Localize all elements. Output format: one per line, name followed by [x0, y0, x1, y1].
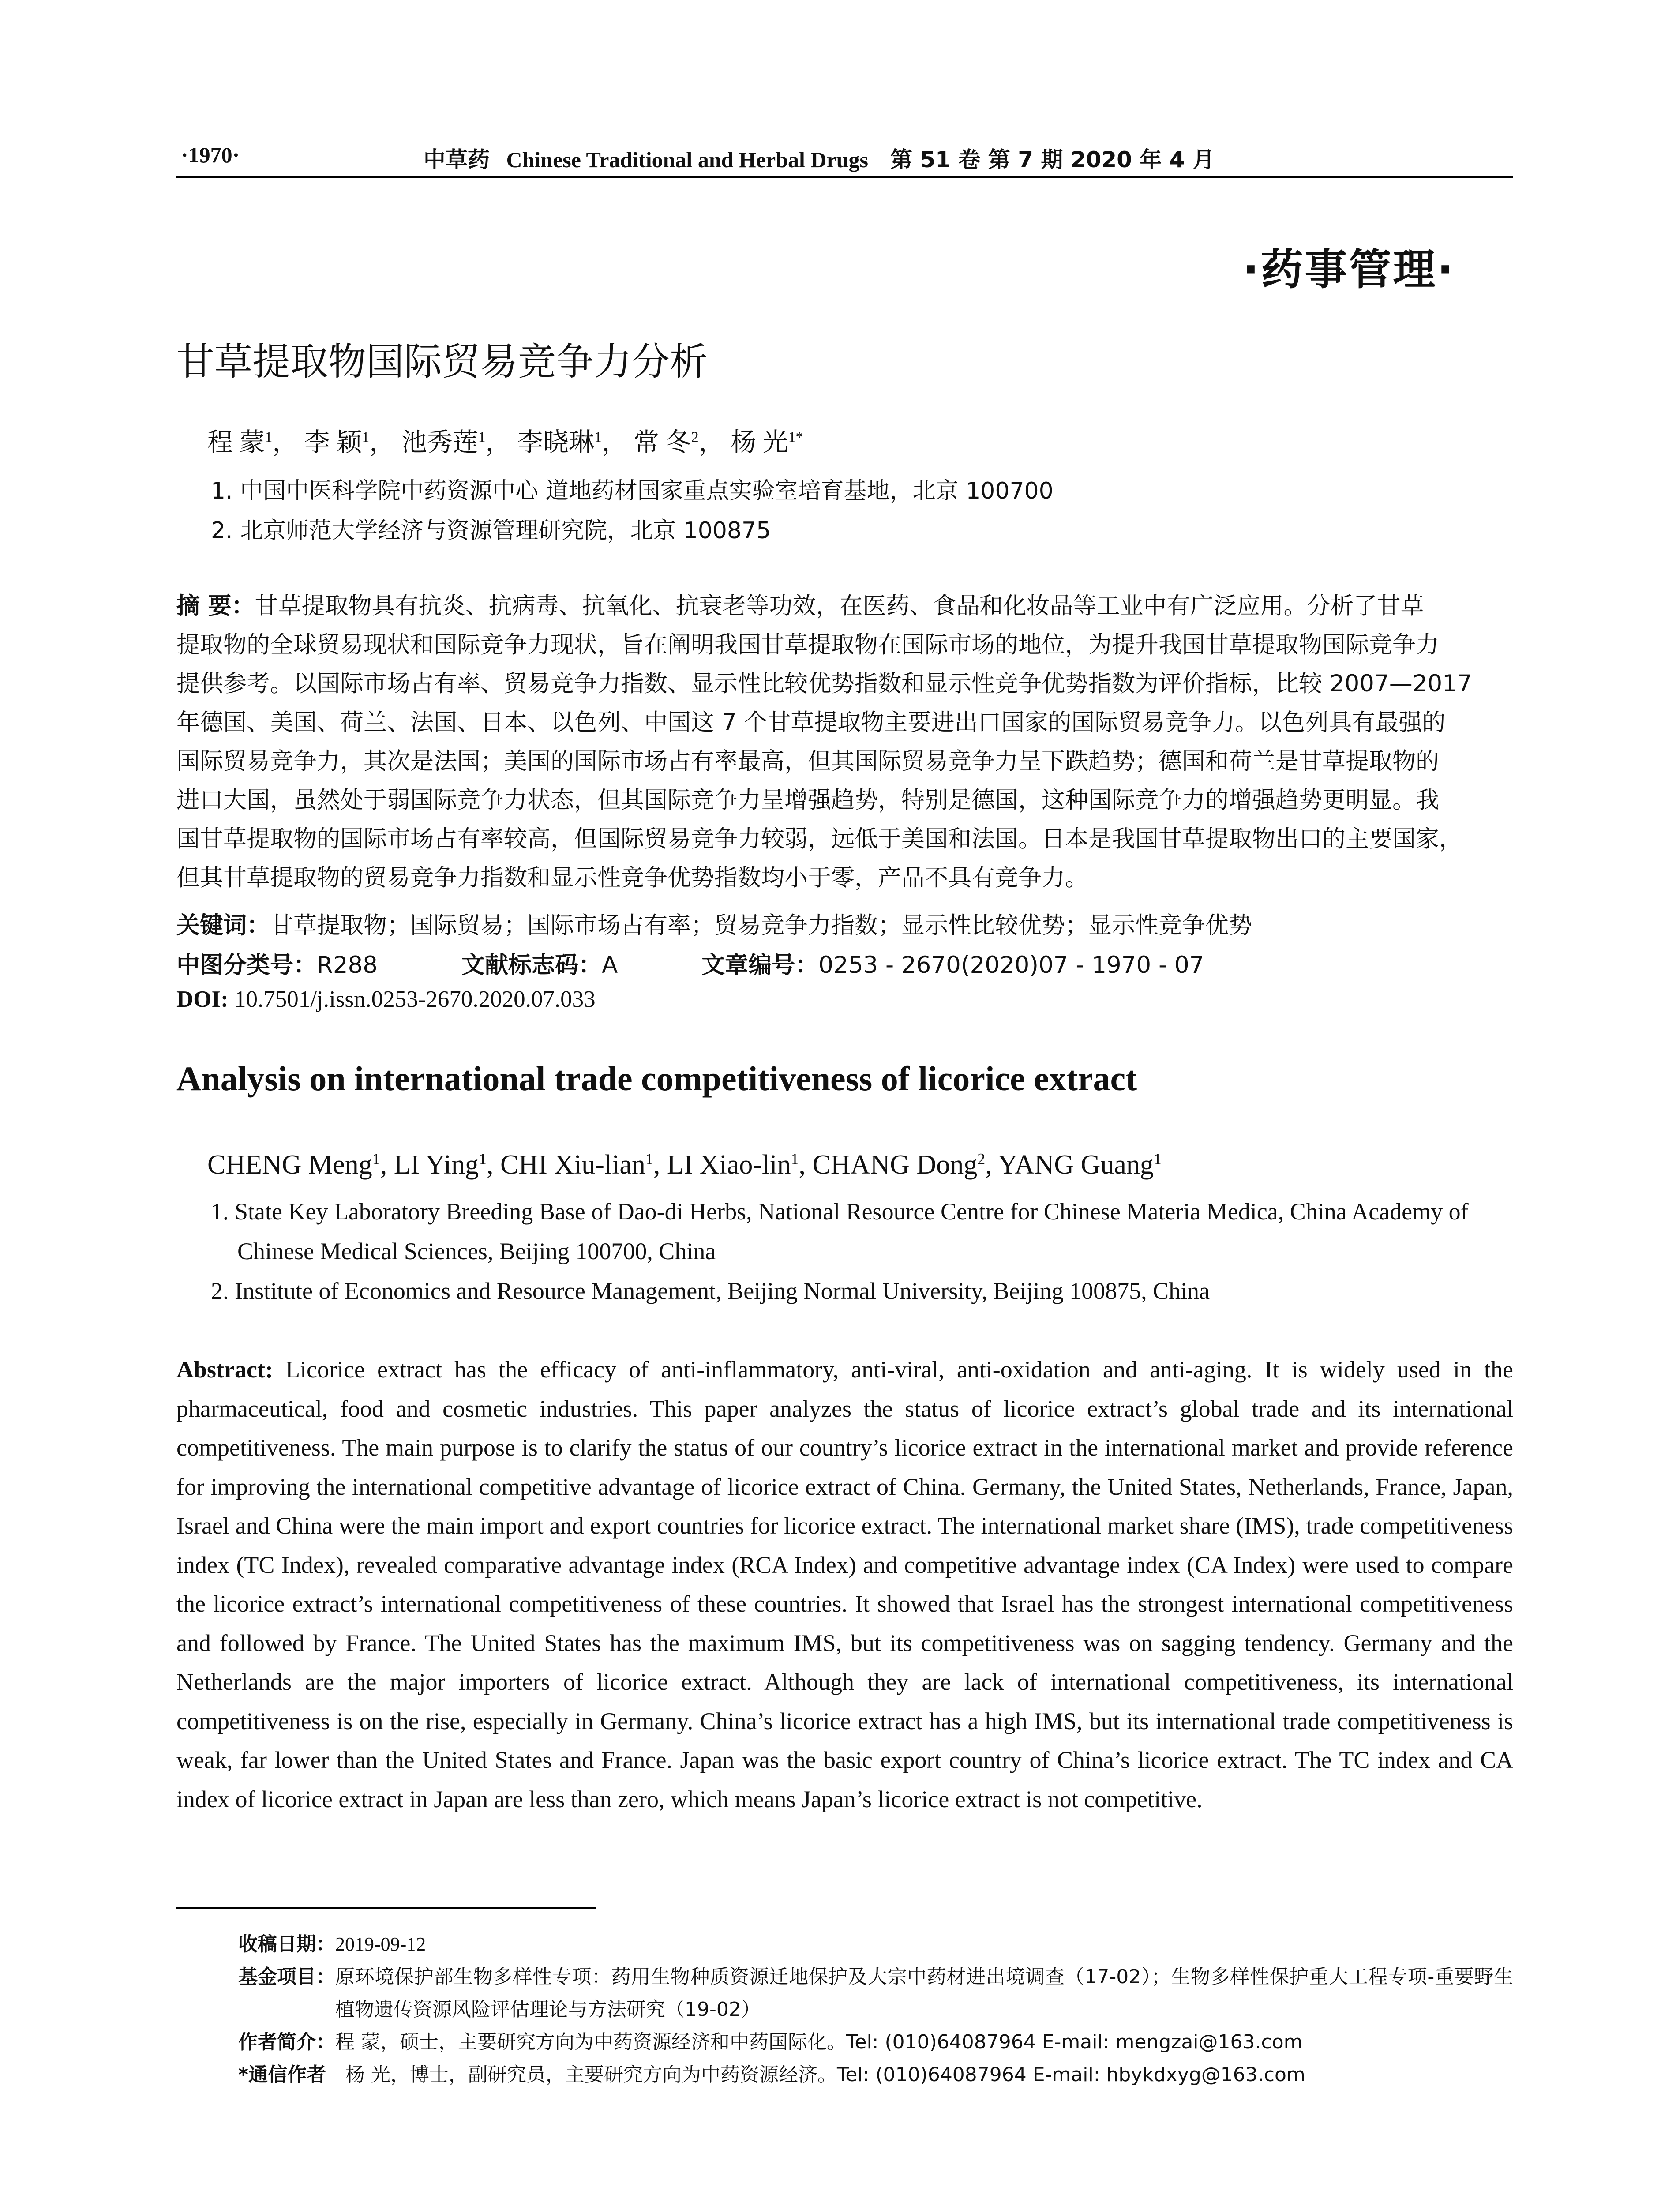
- author-en: CHI Xiu-lian: [500, 1150, 645, 1180]
- doc-code-label: 文献标志码：: [461, 952, 602, 979]
- footnote-corresponding: [238, 2059, 1513, 2091]
- author-en: YANG Guang: [998, 1150, 1154, 1180]
- author-sup: 1: [1153, 1150, 1162, 1168]
- abstract-cn-line: 进口大国，虽然处于弱国际竞争力状态，但其国际竞争力呈增强趋势，特别是德国，这种国际竞争力的增强趋势更明显。我: [176, 787, 1439, 814]
- abstract-cn-line: 但其甘草提取物的贸易竞争力指数和显示性竞争优势指数均小于零，产品不具有竞争力。: [176, 864, 1088, 891]
- abstract-en: [176, 1350, 1513, 1819]
- journal-issue: 第 51 卷 第 7 期 2020 年 4 月: [890, 147, 1215, 173]
- clc-label: 中图分类号：: [176, 952, 317, 979]
- footnotes: [238, 1928, 1513, 2091]
- affiliation-cn-1: 1. 中国中医科学院中药资源中心 道地药材国家重点实验室培育基地，北京 100700: [211, 478, 1054, 504]
- doc-code-value: A: [602, 952, 618, 979]
- footnote-fund: [238, 1961, 1513, 2026]
- abstract-en-text: Licorice extract has the efficacy of anti-inflammatory, anti-viral, anti-oxidation and anti-aging. It is widely used in the pharmaceutical, food and cosmetic industries. This paper analyzes the status of licorice extract’s global trade and its international competitiveness. The main purpose is to clarify the status of our country’s licorice extract in the international market and provide reference for improving the international competitive advantage of licorice extract of China. Germany, the United States, Netherlands, France, Japan, Israel and China were the main import and export countries for licorice extract. The international market share (IMS), trade competitiveness index (TC Index), revealed comparative advantage index (RCA Index) and competitive advantage index (CA Index) were used to compare the licorice extract’s international competitiveness of these countries. It showed that Israel has the strongest international competitiveness and followed by France. The United States has the maximum IMS, but its competitiveness was on sagging tendency. Germany and the Netherlands are the major importers of licorice extract. Although they are lack of international competitiveness, its international competitiveness is on the rise, especially in Germany. China’s licorice extract has a high IMS, but its international trade competitiveness is weak, far lower than the United States and France. Japan was the basic export country of China’s licorice extract. The TC index and CA index of licorice extract in Japan are less than zero, which means Japan’s licorice extract is not competitive.: [176, 1356, 1514, 1812]
- title-en: Analysis on international trade competitiveness of licorice extract: [176, 1059, 1137, 1098]
- author-bio-label: 作者简介：: [238, 2031, 335, 2053]
- affiliation-en-1-cont: Chinese Medical Sciences, Beijing 100700, China: [237, 1238, 716, 1264]
- received-label: 收稿日期：: [238, 1933, 335, 1955]
- author-sup: 1*: [788, 429, 803, 446]
- author-cn: 程 蒙: [207, 428, 265, 457]
- corresponding-value: 杨 光，博士，副研究员，主要研究方向为中药资源经济。Tel: (010)64087964 E-mail: hbykdxyg@163.com: [345, 2063, 1305, 2086]
- article-no-value: 0253 - 2670(2020)07 - 1970 - 07: [818, 952, 1204, 979]
- affiliation-en-2: 2. Institute of Economics and Resource Management, Beijing Normal University, Beijing 100875, China: [211, 1278, 1210, 1304]
- author-cn: 常 冬: [634, 428, 691, 457]
- keywords-text: 甘草提取物；国际贸易；国际市场占有率；贸易竞争力指数；显示性比较优势；显示性竞争优势: [270, 912, 1252, 939]
- corresponding-label: *通信作者: [238, 2063, 326, 2086]
- abstract-en-label: Abstract:: [176, 1356, 273, 1383]
- footnote-author: [238, 2026, 1513, 2059]
- author-en: LI Xiao-lin: [667, 1150, 791, 1180]
- author-sup: 1: [478, 429, 486, 446]
- author-en: CHANG Dong: [812, 1150, 978, 1180]
- clc-value: R288: [317, 952, 378, 979]
- author-sup: 1: [362, 429, 370, 446]
- abstract-cn-line: 年德国、美国、荷兰、法国、日本、以色列、中国这 7 个甘草提取物主要进出口国家的国际贸易竞争力。以色列具有最强的: [176, 709, 1446, 736]
- author-cn: 杨 光: [731, 428, 788, 457]
- author-cn: 李 颖: [304, 428, 362, 457]
- footnote-received: [238, 1928, 1513, 1961]
- author-cn: 池秀莲: [401, 428, 478, 457]
- abstract-cn-line: 国际贸易竞争力，其次是法国；美国的国际市场占有率最高，但其国际贸易竞争力呈下跌趋势；德国和荷兰是甘草提取物的: [176, 748, 1439, 775]
- received-value: 2019-09-12: [335, 1933, 426, 1955]
- author-sup: 1: [265, 429, 273, 446]
- affiliation-en-1: 1. State Key Laboratory Breeding Base of Dao-di Herbs, National Resource Centre for Chinese Materia Medica, China Academy of: [211, 1198, 1469, 1225]
- author-sup: 1: [478, 1150, 487, 1168]
- abstract-cn-line: 提供参考。以国际市场占有率、贸易竞争力指数、显示性比较优势指数和显示性竞争优势指数为评价指标，比较 2007—2017: [176, 670, 1472, 697]
- author-en: CHENG Meng: [207, 1150, 372, 1180]
- classification-line: [176, 946, 1204, 980]
- author-bio-value: 程 蒙，硕士，主要研究方向为中药资源经济和中药国际化。Tel: (010)64087964 E-mail: mengzai@163.com: [335, 2031, 1303, 2053]
- authors-cn: 程 蒙$^1$， 李 颖$^1$， 池秀莲$^1$， 李晓琳$^1$， 常 冬$^2$， 杨 光$^{1*}$: [207, 428, 803, 457]
- abstract-cn-line: 甘草提取物具有抗炎、抗病毒、抗氧化、抗衰老等功效，在医药、食品和化妆品等工业中有广泛应用。分析了甘草: [255, 593, 1424, 619]
- fund-label: 基金项目：: [238, 1966, 335, 1988]
- doi-value: 10.7501/j.issn.0253-2670.2020.07.033: [234, 987, 596, 1012]
- journal-header: [424, 142, 1215, 174]
- header-rule: [176, 176, 1513, 178]
- abstract-cn: [176, 587, 1472, 897]
- doi-line: [176, 986, 596, 1013]
- section-label: ·药事管理·: [1243, 245, 1455, 294]
- page-number: ·1970·: [181, 143, 240, 167]
- doi-label: DOI:: [176, 987, 229, 1012]
- affiliation-cn-2: 2. 北京师范大学经济与资源管理研究院，北京 100875: [211, 518, 771, 544]
- author-sup: 1: [791, 1150, 799, 1168]
- fund-value: 原环境保护部生物多样性专项：药用生物种质资源迁地保护及大宗中药材进出境调查（17-02）；生物多样性保护重大工程专项-重要野生植物遗传资源风险评估理论与方法研究（19-02）: [335, 1966, 1513, 2021]
- title-cn: 甘草提取物国际贸易竞争力分析: [176, 340, 708, 384]
- authors-en: CHENG Meng$^1$, LI Ying$^1$, CHI Xiu-lian$^1$, LI Xiao-lin$^1$, CHANG Dong$^2$, YANG Guang$^1$: [207, 1150, 1162, 1180]
- abstract-cn-line: 国甘草提取物的国际市场占有率较高，但国际贸易竞争力较弱，远低于美国和法国。日本是我国甘草提取物出口的主要国家，: [176, 825, 1462, 852]
- author-en: LI Ying: [394, 1150, 479, 1180]
- article-no-label: 文章编号：: [701, 952, 819, 979]
- author-sup: 1: [645, 1150, 653, 1168]
- author-sup: 2: [691, 429, 699, 446]
- journal-name-cn: 中草药: [424, 147, 490, 173]
- keywords-label: 关键词：: [176, 912, 270, 939]
- author-sup: 1: [594, 429, 602, 446]
- abstract-cn-label: 摘 要：: [176, 593, 255, 619]
- author-sup: 1: [372, 1150, 380, 1168]
- footnote-rule: [176, 1907, 596, 1909]
- author-cn: 李晓琳: [518, 428, 595, 457]
- keywords-cn: [176, 907, 1252, 940]
- abstract-cn-line: 提取物的全球贸易现状和国际竞争力现状，旨在阐明我国甘草提取物在国际市场的地位，为提升我国甘草提取物国际竞争力: [176, 631, 1439, 658]
- author-sup: 2: [977, 1150, 986, 1168]
- journal-name-en: Chinese Traditional and Herbal Drugs: [506, 147, 868, 172]
